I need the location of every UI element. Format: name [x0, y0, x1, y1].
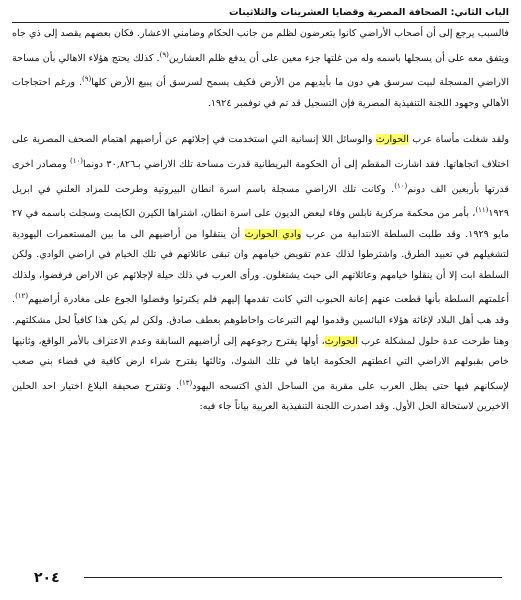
- footer-divider: [84, 577, 502, 578]
- footnote-ref: (٩): [159, 50, 169, 59]
- footnote-ref: (٩): [82, 75, 92, 84]
- text-segment: والوسائل اللا إنسانية التي استخدمت في إجلائهم عن أراضيهم اهتمام الصحف المصرية على اختلاف اتجاهاتها. فقد اشارت المقطم إلى أن الحكومة البريطانية قدرت مساحة تلك الاراضي بـ٣٠,٨٢٦ دونما: [12, 134, 509, 171]
- document-body: [12, 24, 509, 556]
- paragraph: [12, 130, 509, 417]
- highlighted-term: وادي الحوارث: [244, 228, 302, 240]
- footnote-ref: (١١): [475, 206, 489, 215]
- text-segment: أن ينتقلوا من أراضيهم الى ما بين المستعمرات اليهودية لتشغيلهم في تعبيد الطرق. واشترطوا لذلك عدم تقويض خيامهم وان تبقى عائلاتهم في تلك الخيام في اراضي الوادي. ولكن السلطة ابت إلا أن ينقلوا خيامهم وعائلاتهم الى حيث يشتغلون. ورأى العرب في ذلك حيلة لإجلائهم عن الاراض فرفضوا، ولذلك أعلمتهم السلطة بأنها قطعت عنهم إعانة الحبوب التي كانت تقدمها إليهم فلم يكترثوا وفضلوا الجوع على مغادرة أراضيهم: [12, 228, 509, 306]
- footnote-ref: (١٠): [394, 181, 408, 190]
- paragraph: [12, 24, 509, 114]
- highlighted-term: الحوارث: [324, 335, 358, 347]
- highlighted-term: الحوارث: [375, 134, 409, 146]
- page-number: ٢٠٤: [34, 570, 60, 586]
- footnote-ref: (١٣): [179, 378, 193, 387]
- running-header: الباب الثاني: الصحافة المصرية وقضايا العشرينات والثلاثينات: [12, 4, 509, 23]
- text-segment: . كذلك يحتج هؤلاء الاهالي بأن مساحة الاراضي المسجلة لبيت سرسق هي دون ما بأيديهم من الأرض فكيف يسمح لسرسق أن يبيع الأرض كلها: [12, 52, 509, 89]
- text-segment: . وقد هب أهل البلاد لإغاثة هؤلاء البائسين وقدموا لهم التبرعات واحاطوهم بعطف صادق. ولكن لم يكن هذا كافياً لحل مشكلتهم. وهنا طرحت عدة حلول لمشكلة عرب: [12, 294, 509, 347]
- text-segment: ، بأمر من محكمة مركزية نابلس وفاء لبعض الديون على اسرة انطان، اشتراها الكيرن الكايمت وسجلت باسمه في ٢٧ مايو ١٩٢٩. وقد طلبت السلطة الانتدابية من عرب: [12, 208, 509, 240]
- footnote-ref: (١٠): [70, 156, 84, 165]
- text-segment: ومصادر اخرى قدرتها بأربعين الف دونم: [12, 159, 510, 195]
- text-segment: ولقد شغلت مأساة عرب: [408, 134, 509, 146]
- text-segment: ، أولها يقترح رجوعهم إلى أراضيهم السابقة وعدم الاعتراف بالأمر الواقع، وثانيها خاص بقبولهم الاراضي التي اعطتهم الحكومة اياها في تلك الشوك، وثالثها يقترح شراء ارض كافية في قضاء بني صعب لإسكانهم فيها حتى يظل العرب على مقربة من الساحل الذي اكتسحه اليهود: [12, 335, 510, 392]
- footnote-ref: (١٢): [15, 292, 29, 301]
- text-segment: . وتقترح صحيفة البلاغ اختيار احد الحلين الاخيرين لاستحالة الحل الأول. وقد اصدرت اللجنة التنفيذية العربية بياناً جاء فيه:: [12, 380, 509, 413]
- text-segment: . وكانت تلك الاراضي مسجلة باسم اسرة انطان البيروتية وطرحت للمزاد العلني في ابريل ١٩٢٩: [12, 183, 509, 220]
- text-segment: . ورغم احتجاجات الأهالي وجهود اللجنة التنفيذية المصرية فإن التسجيل قد تم في نوفمبر ١٩٢٤.: [12, 77, 509, 109]
- text-segment: فالسبب يرجع إلى أن أصحاب الأراضي كانوا يتعرضون لظلم من جانب الحكام وضامني الاعشار. فكان بعضهم يقصد إلى ذي جاه ويتفق معه على أن يسجلها باسمه وله من غلتها جزء معين على أن يدفع ظلم العشارين: [12, 28, 509, 64]
